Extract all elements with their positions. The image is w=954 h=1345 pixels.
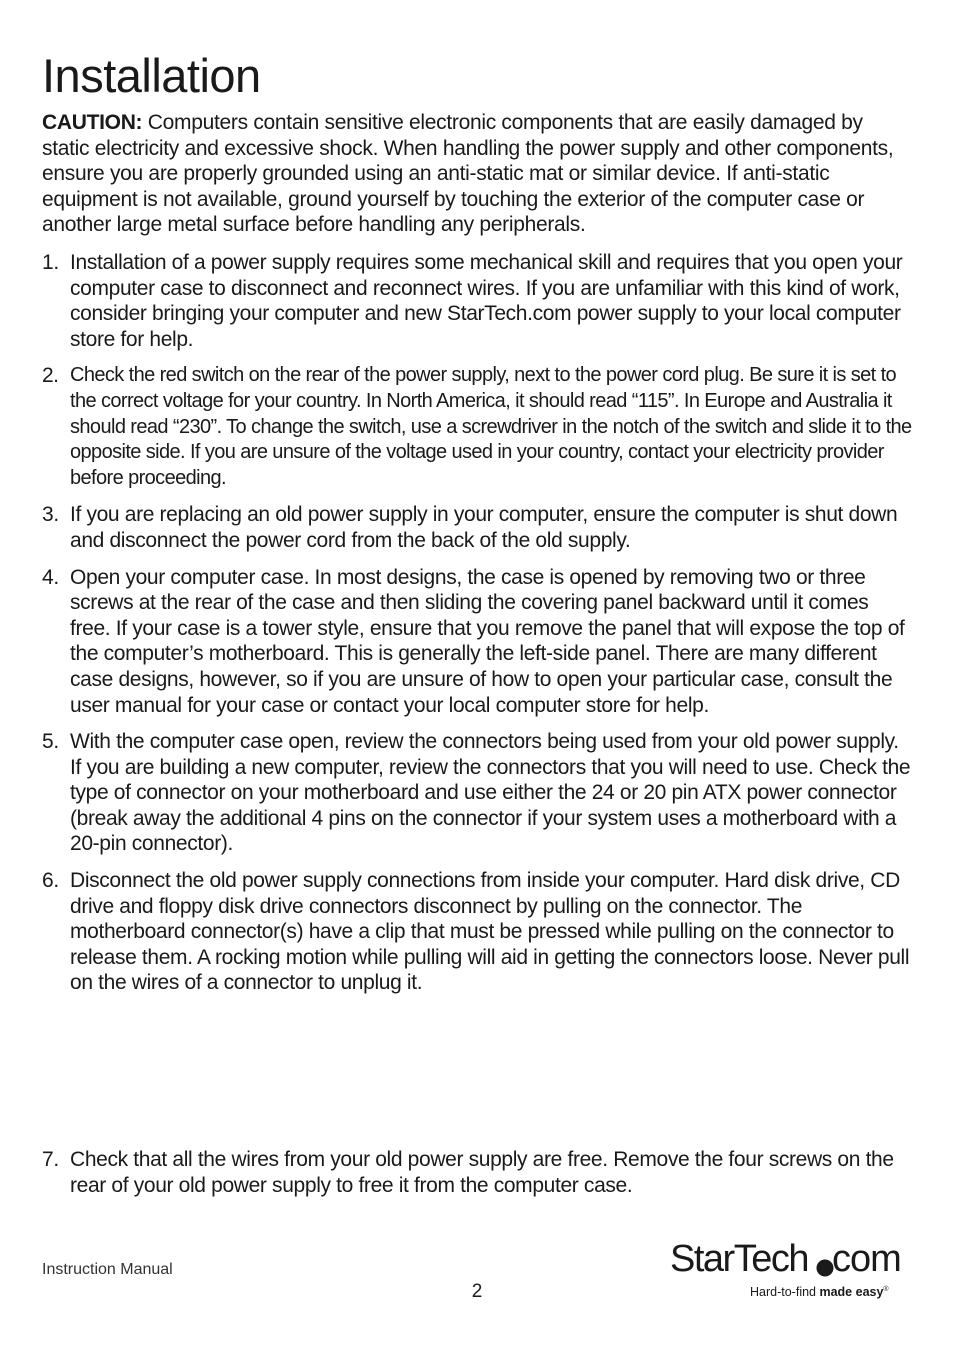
steps-list-part-1 [42, 250, 914, 996]
step-number: 1. [42, 251, 59, 274]
step-text: Check the red switch on the rear of the power supply, next to the power cord plug. Be sure it is set to the correct voltage for your country. In North America, it should read “115”. In Europe and Australia it should read “230”. To change the switch, use a screwdriver in the notch of the switch and slide it to the opposite side. If you are unsure of the voltage used in your country, contact your electricity provider before proceeding. [70, 364, 912, 489]
step-text: If you are replacing an old power supply in your computer, ensure the computer is shut down and disconnect the power cord from the back of the old supply. [70, 503, 898, 552]
svg-text:StarTech [670, 1238, 808, 1280]
svg-text:com [832, 1238, 901, 1280]
step-number: 7. [42, 1148, 59, 1171]
step-text: Open your computer case. In most designs, the case is opened by removing two or three screws at the rear of the case and then sliding the covering panel backward until it comes free. If your case is a tower style, ensure that you remove the panel that will expose the top of the computer’s motherboard. This is generally the left-side panel. There are many different case designs, however, so if you are unsure of how to open your particular case, consult the user manual for your case or contact your local computer store for help. [70, 565, 905, 717]
step-text: Disconnect the old power supply connections from inside your computer. Hard disk drive, CD drive and floppy disk drive connectors disconnect by pulling on the connector. The motherboard connector(s) have a clip that must be pressed while pulling on the connector to release them. A rocking motion while pulling will aid in getting the connectors loose. Never pull on the wires of a connector to unplug it. [70, 869, 910, 995]
logo-text-com: com [832, 1238, 901, 1280]
step-number: 6. [42, 869, 59, 893]
step-number: 5. [42, 730, 59, 754]
step-5 [42, 729, 914, 857]
steps-list-part-2 [42, 1147, 914, 1198]
logo-trademark: ® [883, 1286, 889, 1293]
step-number: 3. [42, 503, 59, 527]
svg-text:Hard-to-find made easy® [750, 1285, 889, 1299]
logo-dot-icon [817, 1260, 834, 1277]
step-1 [42, 250, 914, 352]
page-title: Installation [42, 49, 261, 102]
step-4 [42, 565, 914, 719]
caution-paragraph [42, 110, 912, 238]
step-number: 2. [42, 364, 59, 388]
logo-text-brand: StarTech [670, 1238, 808, 1280]
step-text: With the computer case open, review the connectors being used from your old power supply. If you are building a new computer, review the connectors that you will need to use. Check the type of connector on your motherboard and use either the 24 or 20 pin ATX power connector (break away the additional 4 pins on the connector if your system uses a motherboard with a 20-pin connector). [70, 730, 911, 856]
step-text: Check that all the wires from your old power supply are free. Remove the four screws on the rear of your old power supply to free it from the computer case. [70, 1148, 894, 1197]
startech-logo [668, 1228, 913, 1303]
logo-tagline-b: made easy [819, 1285, 884, 1299]
caution-text: Computers contain sensitive electronic components that are easily damaged by static electricity and excessive shock. When handling the power supply and other components, ensure you are properly grounded using an anti-static mat or similar device. If anti-static equipment is not available, ground yourself by touching the exterior of the computer case or another large metal surface before handling any peripherals. [42, 111, 894, 237]
step-3 [42, 502, 914, 553]
step-2 [42, 363, 914, 491]
page-number: 2 [471, 1281, 483, 1302]
step-number: 4. [42, 565, 59, 589]
step-text: Installation of a power supply requires some mechanical skill and requires that you open your computer case to disconnect and reconnect wires. If you are unfamiliar with this kind of work, consider bringing your computer and new StarTech.com power supply to your local computer store for help. [70, 251, 903, 351]
logo-tagline-a: Hard-to-find [750, 1285, 820, 1299]
caution-label: CAUTION: [42, 111, 143, 134]
footer-manual-label: Instruction Manual [42, 1261, 173, 1278]
step-7 [42, 1147, 914, 1198]
step-6 [42, 868, 914, 996]
